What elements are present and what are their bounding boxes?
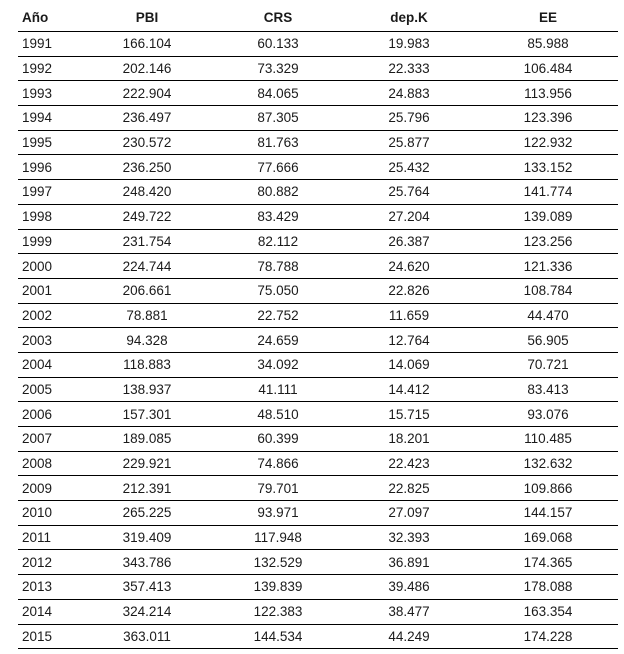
table-row: [18, 81, 618, 106]
cell-year: 1999: [18, 229, 94, 254]
header-pbi: PBI: [94, 4, 210, 32]
cell-depk: 22.825: [346, 476, 472, 501]
cell-pbi: 138.937: [94, 377, 210, 402]
header-depk: dep.K: [346, 4, 472, 32]
cell-year: 2005: [18, 377, 94, 402]
table-row: [18, 278, 618, 303]
cell-crs: 82.112: [210, 229, 346, 254]
cell-year: 2012: [18, 550, 94, 575]
cell-crs: 122.383: [210, 599, 346, 624]
cell-pbi: 157.301: [94, 402, 210, 427]
table-row: [18, 402, 618, 427]
cell-crs: 80.882: [210, 180, 346, 205]
cell-depk: 36.891: [346, 550, 472, 575]
cell-ee: 83.413: [472, 377, 618, 402]
cell-year: 2002: [18, 303, 94, 328]
cell-year: 1996: [18, 155, 94, 180]
cell-year: 1993: [18, 81, 94, 106]
table-row: [18, 204, 618, 229]
cell-ee: 123.256: [472, 229, 618, 254]
cell-crs: 75.050: [210, 278, 346, 303]
cell-crs: 79.701: [210, 476, 346, 501]
cell-pbi: 212.391: [94, 476, 210, 501]
table-row: [18, 550, 618, 575]
table-row: [18, 352, 618, 377]
header-crs: CRS: [210, 4, 346, 32]
table-row: [18, 624, 618, 649]
table-row: [18, 476, 618, 501]
cell-pbi: 118.883: [94, 352, 210, 377]
cell-ee: 56.905: [472, 328, 618, 353]
cell-ee: 113.956: [472, 81, 618, 106]
cell-year: 2014: [18, 599, 94, 624]
cell-depk: 39.486: [346, 575, 472, 600]
table-row: [18, 427, 618, 452]
cell-ee: 70.721: [472, 352, 618, 377]
cell-ee: 110.485: [472, 427, 618, 452]
table-row: [18, 155, 618, 180]
cell-ee: 133.152: [472, 155, 618, 180]
cell-crs: 60.133: [210, 32, 346, 57]
cell-pbi: 230.572: [94, 130, 210, 155]
cell-year: 2007: [18, 427, 94, 452]
cell-depk: 44.249: [346, 624, 472, 649]
table-header: [18, 4, 618, 32]
cell-year: 1994: [18, 106, 94, 131]
cell-depk: 27.204: [346, 204, 472, 229]
cell-ee: 169.068: [472, 525, 618, 550]
cell-depk: 24.883: [346, 81, 472, 106]
cell-depk: 11.659: [346, 303, 472, 328]
table-body: [18, 32, 618, 649]
cell-crs: 117.948: [210, 525, 346, 550]
cell-pbi: 224.744: [94, 254, 210, 279]
cell-ee: 93.076: [472, 402, 618, 427]
cell-year: 2001: [18, 278, 94, 303]
cell-year: 1997: [18, 180, 94, 205]
cell-year: 2008: [18, 451, 94, 476]
cell-year: 1992: [18, 56, 94, 81]
cell-ee: 106.484: [472, 56, 618, 81]
table-row: [18, 501, 618, 526]
cell-depk: 25.432: [346, 155, 472, 180]
table-row: [18, 56, 618, 81]
cell-year: 1995: [18, 130, 94, 155]
table-row: [18, 599, 618, 624]
cell-depk: 25.764: [346, 180, 472, 205]
cell-ee: 85.988: [472, 32, 618, 57]
cell-pbi: 206.661: [94, 278, 210, 303]
cell-ee: 108.784: [472, 278, 618, 303]
cell-ee: 123.396: [472, 106, 618, 131]
cell-crs: 139.839: [210, 575, 346, 600]
cell-pbi: 343.786: [94, 550, 210, 575]
data-table-container: [18, 4, 618, 649]
cell-year: 2011: [18, 525, 94, 550]
cell-pbi: 236.250: [94, 155, 210, 180]
cell-crs: 93.971: [210, 501, 346, 526]
table-row: [18, 130, 618, 155]
cell-ee: 163.354: [472, 599, 618, 624]
table-row: [18, 254, 618, 279]
cell-depk: 26.387: [346, 229, 472, 254]
cell-year: 2004: [18, 352, 94, 377]
cell-crs: 24.659: [210, 328, 346, 353]
cell-depk: 14.412: [346, 377, 472, 402]
cell-ee: 109.866: [472, 476, 618, 501]
cell-ee: 144.157: [472, 501, 618, 526]
cell-pbi: 236.497: [94, 106, 210, 131]
table-row: [18, 451, 618, 476]
cell-crs: 34.092: [210, 352, 346, 377]
cell-year: 2015: [18, 624, 94, 649]
table-row: [18, 180, 618, 205]
cell-depk: 32.393: [346, 525, 472, 550]
data-table: [18, 4, 618, 649]
cell-depk: 19.983: [346, 32, 472, 57]
table-row: [18, 377, 618, 402]
cell-depk: 27.097: [346, 501, 472, 526]
cell-depk: 15.715: [346, 402, 472, 427]
cell-pbi: 78.881: [94, 303, 210, 328]
cell-depk: 12.764: [346, 328, 472, 353]
cell-year: 2013: [18, 575, 94, 600]
table-row: [18, 575, 618, 600]
cell-ee: 132.632: [472, 451, 618, 476]
cell-depk: 14.069: [346, 352, 472, 377]
cell-year: 2006: [18, 402, 94, 427]
cell-pbi: 94.328: [94, 328, 210, 353]
cell-pbi: 229.921: [94, 451, 210, 476]
cell-crs: 73.329: [210, 56, 346, 81]
cell-pbi: 249.722: [94, 204, 210, 229]
cell-crs: 81.763: [210, 130, 346, 155]
cell-depk: 25.877: [346, 130, 472, 155]
cell-ee: 174.228: [472, 624, 618, 649]
cell-year: 2010: [18, 501, 94, 526]
table-row: [18, 525, 618, 550]
cell-pbi: 202.146: [94, 56, 210, 81]
cell-crs: 77.666: [210, 155, 346, 180]
header-ee: EE: [472, 4, 618, 32]
cell-pbi: 265.225: [94, 501, 210, 526]
cell-crs: 87.305: [210, 106, 346, 131]
cell-pbi: 222.904: [94, 81, 210, 106]
cell-crs: 60.399: [210, 427, 346, 452]
cell-pbi: 363.011: [94, 624, 210, 649]
cell-pbi: 248.420: [94, 180, 210, 205]
cell-pbi: 231.754: [94, 229, 210, 254]
table-row: [18, 106, 618, 131]
cell-depk: 22.826: [346, 278, 472, 303]
cell-crs: 78.788: [210, 254, 346, 279]
cell-ee: 141.774: [472, 180, 618, 205]
cell-ee: 122.932: [472, 130, 618, 155]
table-row: [18, 229, 618, 254]
cell-pbi: 357.413: [94, 575, 210, 600]
header-year: Año: [18, 4, 94, 32]
cell-pbi: 324.214: [94, 599, 210, 624]
cell-depk: 18.201: [346, 427, 472, 452]
table-row: [18, 32, 618, 57]
cell-year: 1991: [18, 32, 94, 57]
cell-year: 2009: [18, 476, 94, 501]
table-row: [18, 303, 618, 328]
cell-year: 2000: [18, 254, 94, 279]
cell-pbi: 319.409: [94, 525, 210, 550]
cell-depk: 24.620: [346, 254, 472, 279]
cell-crs: 48.510: [210, 402, 346, 427]
cell-depk: 22.333: [346, 56, 472, 81]
cell-ee: 178.088: [472, 575, 618, 600]
cell-ee: 174.365: [472, 550, 618, 575]
cell-crs: 144.534: [210, 624, 346, 649]
header-row: [18, 4, 618, 32]
cell-depk: 22.423: [346, 451, 472, 476]
cell-year: 1998: [18, 204, 94, 229]
cell-crs: 132.529: [210, 550, 346, 575]
cell-crs: 83.429: [210, 204, 346, 229]
cell-crs: 22.752: [210, 303, 346, 328]
cell-year: 2003: [18, 328, 94, 353]
cell-ee: 121.336: [472, 254, 618, 279]
table-row: [18, 328, 618, 353]
cell-crs: 74.866: [210, 451, 346, 476]
cell-ee: 44.470: [472, 303, 618, 328]
cell-ee: 139.089: [472, 204, 618, 229]
cell-depk: 38.477: [346, 599, 472, 624]
cell-pbi: 166.104: [94, 32, 210, 57]
cell-crs: 41.111: [210, 377, 346, 402]
cell-crs: 84.065: [210, 81, 346, 106]
cell-depk: 25.796: [346, 106, 472, 131]
cell-pbi: 189.085: [94, 427, 210, 452]
